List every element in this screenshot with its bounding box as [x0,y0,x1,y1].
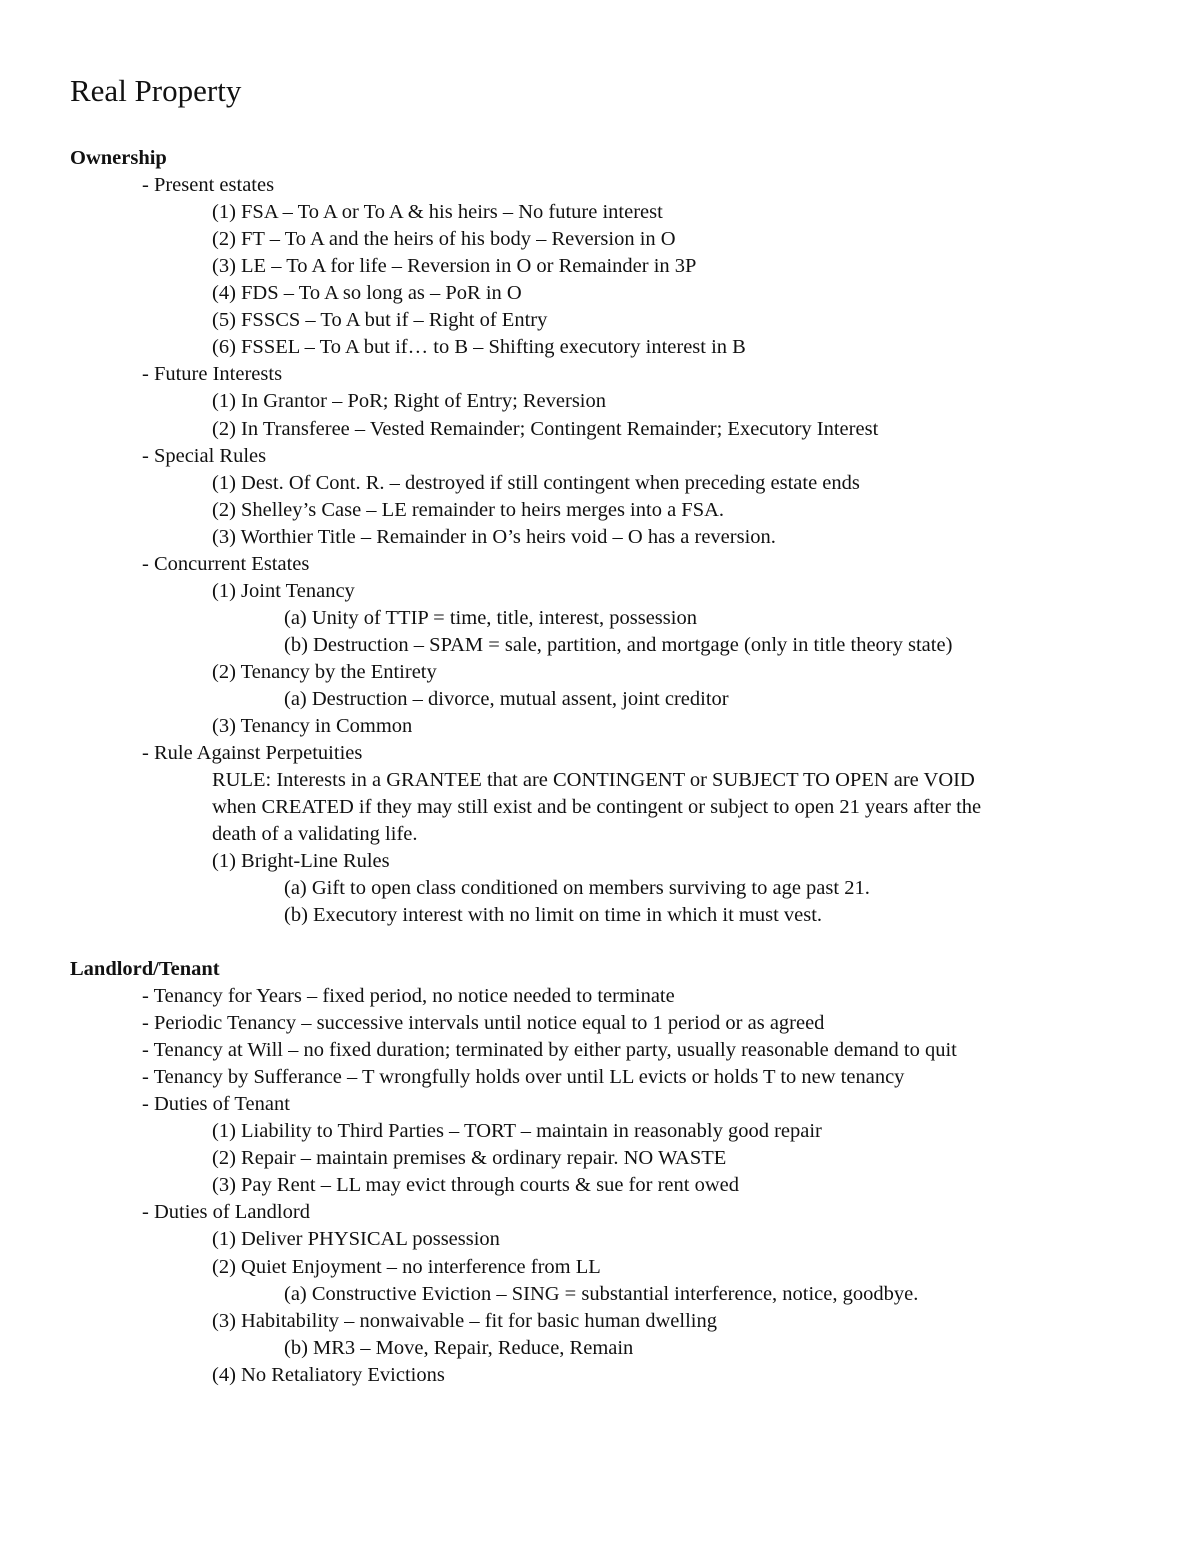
document-title: Real Property [70,73,242,108]
section-heading: Ownership [70,147,167,169]
outline-item: - Future Interests [142,363,283,385]
outline-item: - Tenancy at Will – no fixed duration; terminated by either party, usually reasonable demand to quit [142,1039,957,1061]
outline-subitem: (2) Shelley’s Case – LE remainder to heirs merges into a FSA. [212,499,725,521]
outline-subitem: (1) Bright-Line Rules [212,850,390,872]
outline-subitem: (1) FSA – To A or To A & his heirs – No future interest [212,201,663,223]
outline-subitem: (1) Joint Tenancy [212,580,355,602]
outline-subitem: (2) FT – To A and the heirs of his body – Reversion in O [212,228,676,250]
outline-subitem: (1) Deliver PHYSICAL possession [212,1228,500,1250]
outline-subitem: (4) FDS – To A so long as – PoR in O [212,282,522,304]
outline-subitem: (3) LE – To A for life – Reversion in O or Remainder in 3P [212,255,697,277]
outline-subitem: death of a validating life. [212,823,418,845]
outline-item: - Rule Against Perpetuities [142,742,363,764]
outline-subitem: (3) Habitability – nonwaivable – fit for basic human dwelling [212,1310,717,1332]
outline-subitem: RULE: Interests in a GRANTEE that are CONTINGENT or SUBJECT TO OPEN are VOID [212,769,975,791]
outline-subitem: (a) Unity of TTIP = time, title, interest, possession [284,607,697,629]
outline-subitem: (5) FSSCS – To A but if – Right of Entry [212,309,548,331]
outline-subitem: (6) FSSEL – To A but if… to B – Shifting executory interest in B [212,336,746,358]
outline-subitem: (1) Liability to Third Parties – TORT – maintain in reasonably good repair [212,1120,822,1142]
outline-subitem: (2) In Transferee – Vested Remainder; Contingent Remainder; Executory Interest [212,418,879,440]
outline-subitem: (b) MR3 – Move, Repair, Reduce, Remain [284,1337,634,1359]
outline-subitem: (b) Destruction – SPAM = sale, partition, and mortgage (only in title theory state) [284,634,953,656]
outline-item: - Periodic Tenancy – successive intervals until notice equal to 1 period or as agreed [142,1012,825,1034]
outline-subitem: (3) Worthier Title – Remainder in O’s heirs void – O has a reversion. [212,526,776,548]
outline-subitem: (3) Tenancy in Common [212,715,413,737]
outline-subitem: (2) Repair – maintain premises & ordinary repair. NO WASTE [212,1147,727,1169]
outline-item: - Special Rules [142,445,267,467]
outline-subitem: (1) Dest. Of Cont. R. – destroyed if still contingent when preceding estate ends [212,472,860,494]
outline-subitem: (3) Pay Rent – LL may evict through courts & sue for rent owed [212,1174,739,1196]
outline-subitem: (2) Tenancy by the Entirety [212,661,437,683]
outline-subitem: (4) No Retaliatory Evictions [212,1364,445,1386]
outline-item: - Concurrent Estates [142,553,310,575]
outline-subitem: (a) Constructive Eviction – SING = substantial interference, notice, goodbye. [284,1283,919,1305]
outline-item: - Present estates [142,174,275,196]
outline-subitem: (a) Destruction – divorce, mutual assent, joint creditor [284,688,729,710]
outline-subitem: (2) Quiet Enjoyment – no interference from LL [212,1256,601,1278]
section-heading: Landlord/Tenant [70,958,220,980]
outline-subitem: (a) Gift to open class conditioned on members surviving to age past 21. [284,877,870,899]
outline-item: - Tenancy by Sufferance – T wrongfully holds over until LL evicts or holds T to new tenancy [142,1066,905,1088]
outline-subitem: (1) In Grantor – PoR; Right of Entry; Reversion [212,390,607,412]
outline-subitem: when CREATED if they may still exist and be contingent or subject to open 21 years after the [212,796,982,818]
outline-subitem: (b) Executory interest with no limit on time in which it must vest. [284,904,823,926]
outline-item: - Duties of Landlord [142,1201,310,1223]
outline-item: - Tenancy for Years – fixed period, no notice needed to terminate [142,985,675,1007]
outline-item: - Duties of Tenant [142,1093,290,1115]
